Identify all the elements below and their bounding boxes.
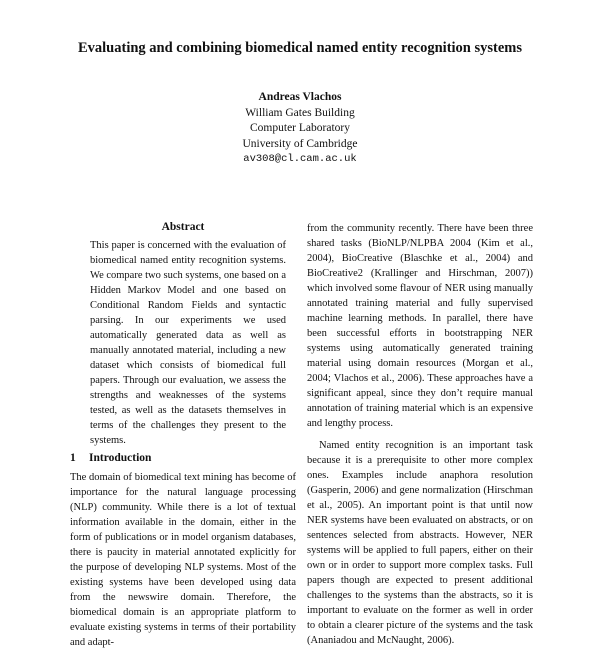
affiliation-line: William Gates Building bbox=[245, 106, 355, 119]
abstract-text: This paper is concerned with the evaluation of biomedical named entity recognition systems. We compare two such systems, one based on a Hidden Markov Model and one based on Conditional Random Fields and syntactic parsing. In our experiments we used automatically generated data as well as manually annotated material, including a new dataset which consists of biomedical full papers. Through our evaluation, we assess the strengths and weaknesses of the systems tested, as well as the datasets themselves in terms of the challenges they present to the systems. bbox=[90, 240, 286, 446]
section-number: 1 bbox=[70, 452, 76, 464]
intro-paragraph-continued: from the community recently. There have been three shared tasks (BioNLP/NLPBA 2004 (Kim et al., 2004), BioCreative (Blaschke et al., 2004) and BioCreative2 (Krallinger and Hirschman, 2007)) which involved some flavour of NER using manually annotated training material and fully supervised machine learning methods. In parallel, there have been successful efforts in bootstrapping NER systems using automatically generated training material using domain resources (Morgan et al., 2004; Vlachos et al., 2006). These approaches have a significant appeal, since they don’t require manual annotation of training material which is an expensive and lengthy process. bbox=[307, 223, 533, 429]
section-heading bbox=[70, 451, 296, 466]
author-email[interactable]: av308@cl.cam.ac.uk bbox=[243, 153, 357, 165]
right-column bbox=[307, 221, 533, 648]
section-title: Introduction bbox=[89, 452, 152, 464]
affiliation-line: Computer Laboratory bbox=[250, 122, 350, 134]
left-column bbox=[70, 220, 296, 650]
author-name: Andreas Vlachos bbox=[258, 91, 342, 103]
affiliation-line: University of Cambridge bbox=[242, 137, 358, 150]
intro-paragraph: The domain of biomedical text mining has become of importance for the natural language processing (NLP) community. While there is a lot of textual information available in the domain, either in the form of publications or in model organism databases, there is paucity in material annotated explicitly for the purpose of developing NLP systems. Most of the existing systems have been developed using data from the newswire domain. Therefore, the biomedical domain is an appropriate platform to evaluate existing systems in terms of their portability and adapt- bbox=[70, 472, 296, 648]
intro-paragraph: Named entity recognition is an important task because it is a prerequisite to other more complex ones. Examples include anaphora resolution (Gasperin, 2006) and gene normalization (Hirschman et al., 2005). An important point is that until now NER systems have been evaluated on abstracts, or on sentences selected from abstracts. However, NER systems will be applied to full papers, either on their own or in order to support more complex tasks. Full papers though are expected to present additional challenges to the systems than the abstracts, so it is important to evaluate on the former as well in order to obtain a clearer picture of the systems and the task (Ananiadou and McNaught, 2006). bbox=[307, 440, 533, 646]
paper-title: Evaluating and combining biomedical named entity recognition systems bbox=[77, 40, 523, 56]
abstract-heading: Abstract bbox=[161, 221, 205, 233]
author-block bbox=[0, 90, 600, 168]
